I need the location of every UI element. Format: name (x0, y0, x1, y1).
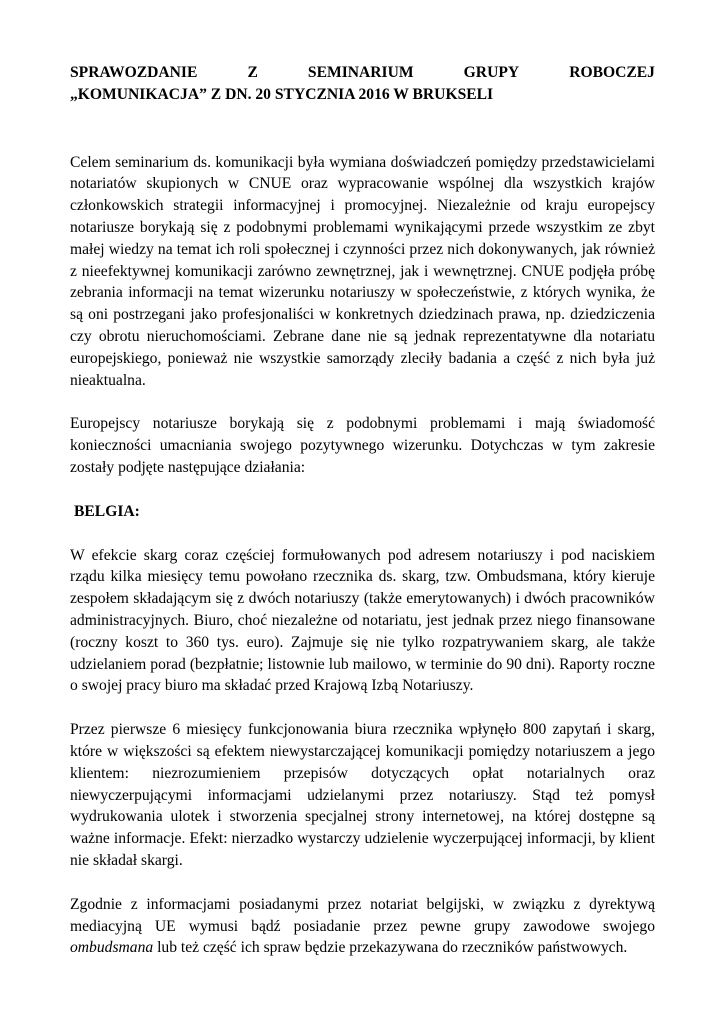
paragraph-belgia-complaints: Przez pierwsze 6 miesięcy funkcjonowania biura rzecznika wpłynęło 800 zapytań i skarg, które w większości są efektem niewystarczającej komunikacji pomiędzy notariuszem a jego klientem: niezrozumieniem przepisów dotyczących opłat notarialnych oraz niewyczerpującymi informacjami udzielanymi przez notariuszy. Stąd też pomysł wydrukowania ulotek i stworzenia specjalnej strony internetowej, na której dostępne są ważne informacje. Efekt: nierzadko wystarczy udzielenie wyczerpującej informacji, by klient nie składał skargi. (70, 721, 655, 869)
title-word: SPRAWOZDANIE (70, 64, 198, 81)
paragraph-belgia-ombudsman: W efekcie skarg coraz częściej formułowanych pod adresem notariuszy i pod naciskiem rządu kilka miesięcy temu powołano rzecznika ds. skarg, tzw. Ombudsmana, który kieruje zespołem składającym się z dwóch notariuszy (także emerytowanych) i dwóch pracowników administracyjnych. Biuro, choć niezależne od notariatu, jest jednak przez niego finansowane (roczny koszt to 360 tys. euro). Zajmuje się nie tylko rozpatrywaniem skarg, ale także udzielaniem porad (bezpłatnie; listownie lub mailowo, w terminie do 90 dni). Raporty roczne o swojej pracy biuro ma składać przed Krajową Izbą Notariuszy. (70, 546, 655, 695)
section-heading-belgia: BELGIA: (74, 502, 140, 520)
paragraph-actions: Europejscy notariusze borykają się z podobnymi problemami i mają świadomość konieczności umacniania swojego pozytywnego wizerunku. Dotychczas w tym zakresie zostały podjęte następujące działania: (70, 415, 655, 476)
title-word: GRUPY (463, 64, 520, 81)
title-line-2: „KOMUNIKACJA” Z DN. 20 STYCZNIA 2016 W BRUKSELI (70, 85, 494, 103)
title-word: ROBOCZEJ (569, 64, 655, 81)
title-word: Z (247, 64, 258, 81)
paragraph-intro: Celem seminarium ds. komunikacji była wymiana doświadczeń pomiędzy przedstawicielami notariatów skupionych w CNUE oraz wypracowanie wspólnej dla wszystkich krajów członkowskich strategii informacyjnej i promocyjnej. Niezależnie od kraju europejscy notariusze borykają się z podobnymi problemami wynikającymi przede wszystkim ze zbyt małej wiedzy na temat ich roli społecznej i czynności przez nich dokonywanych, jak również z nieefektywnej komunikacji zarówno zewnętrznej, jak i wewnętrznej. CNUE podjęła próbę zebrania informacji na temat wizerunku notariuszy w społeczeństwie, z których wynika, że są oni postrzegani jako profesjonaliści w konkretnych dziedzinach prawa, np. dziedziczenia czy obrotu nieruchomościami. Zebrane dane nie są jednak reprezentatywne dla notariatu europejskiego, ponieważ nie wszystkie samorządy zleciły badania a część z nich była już nieaktualna. (70, 153, 655, 389)
paragraph-text: Zgodnie z informacjami posiadanymi przez notariat belgijski, w związku z dyrektywą mediacyjną UE wymusi bądź posiadanie przez pewne grupy zawodowe swojego (70, 895, 655, 935)
title-line-1 (70, 62, 655, 84)
paragraph-text: lub też część ich spraw będzie przekazywana do rzeczników państwowych. (153, 939, 628, 957)
paragraph-belgia-directive (70, 894, 655, 959)
paragraph-italic-term: ombudsmana (70, 939, 154, 957)
document-title (70, 62, 655, 106)
title-word: SEMINARIUM (307, 64, 414, 81)
document-page (70, 62, 655, 959)
